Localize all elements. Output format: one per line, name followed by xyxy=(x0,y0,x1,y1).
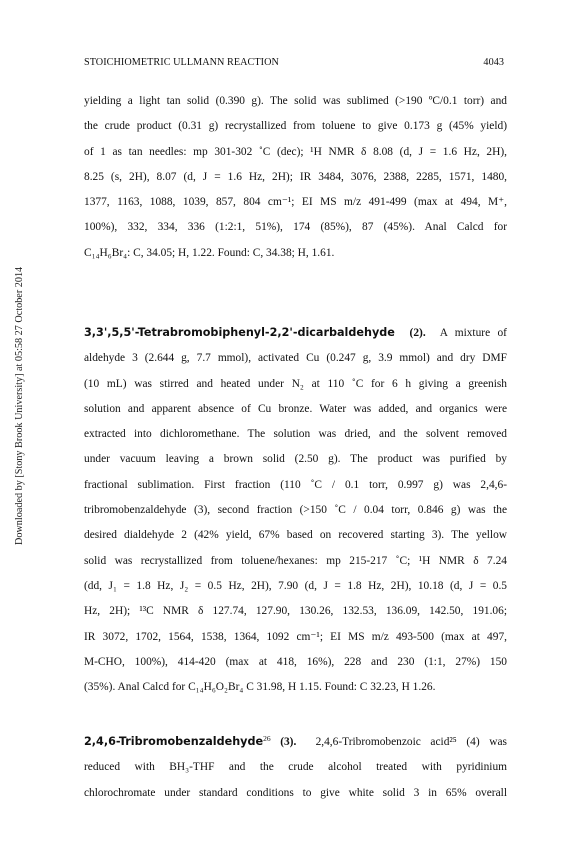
text-line: extracted into dichloromethane. The solution was dried, and the solvent removed xyxy=(84,428,507,441)
text-line: aldehyde 3 (2.644 g, 7.7 mmol), activated Cu (0.247 g, 3.9 mmol) and dry DMF xyxy=(84,352,507,365)
text-line: fractional sublimation. First fraction (110 ˚C / 0.1 torr, 0.997 g) was 2,4,6- xyxy=(84,478,507,491)
text-line: of 1 as tan needles: mp 301-302 ˚C (dec); ¹H NMR δ 8.08 (d, J = 1.6 Hz, 2H), xyxy=(84,145,507,158)
text-line: (35%). Anal Calcd for C₁₄H₆O₂Br₄ C 31.98, H 1.15. Found: C 32.23, H 1.26. xyxy=(84,681,436,694)
compound-number: (3). xyxy=(280,736,297,748)
text-line: IR 3072, 1702, 1564, 1538, 1364, 1092 cm⁻¹; EI MS m/z 493-500 (max at 497, xyxy=(84,630,507,643)
text-line: (10 mL) was stirred and heated under N₂ at 110 ˚C for 6 h giving a greenish xyxy=(84,377,507,390)
paragraph-text xyxy=(84,729,507,806)
text-line: yielding a light tan solid (0.390 g). The solid was sublimed (>190 ºC/0.1 torr) and xyxy=(84,95,507,107)
paragraph-text xyxy=(84,89,507,266)
text-fragment: 2,4,6-Tribromobenzoic acid²⁵ (4) was xyxy=(315,736,507,748)
paragraph-compound-1 xyxy=(84,89,507,266)
text-line: 1377, 1163, 1088, 1039, 857, 804 cm⁻¹; EI MS m/z 491-499 (max at 494, M⁺, xyxy=(84,196,507,209)
text-line: solid was recrystallized from toluene/hexanes: mp 215-217 ˚C; ¹H NMR δ 7.24 xyxy=(84,554,507,567)
text-line: (dd, J₁ = 1.8 Hz, J₂ = 0.5 Hz, 2H), 7.90 (d, J = 1.8 Hz, 2H), 10.18 (d, J = 0.5 xyxy=(84,579,507,592)
text-line: Hz, 2H); ¹³C NMR δ 127.74, 127.90, 130.26, 132.53, 136.09, 142.50, 191.06; xyxy=(84,605,507,618)
reference-superscript: 26 xyxy=(263,734,271,743)
text-line: desired dialdehyde 2 (42% yield, 67% based on recovered starting 3). The yellow xyxy=(84,529,507,542)
text-line: solution and apparent absence of Cu bronze. Water was added, and organics were xyxy=(84,402,507,415)
text-fragment: A mixture of xyxy=(439,327,507,339)
text-line: 100%), 332, 334, 336 (1:2:1, 51%), 174 (85%), 87 (45%). Anal Calcd for xyxy=(84,221,507,234)
text-line: M-CHO, 100%), 414-420 (max at 418, 16%), 228 and 230 (1:1, 27%) 150 xyxy=(84,655,507,668)
text-line xyxy=(84,320,507,346)
compound-number: (2). xyxy=(409,327,426,339)
text-line: the crude product (0.31 g) recrystallized from toluene to give 0.173 g (45% yield) xyxy=(84,120,507,133)
text-line: C₁₄H₆Br₄: C, 34.05; H, 1.22. Found: C, 34.38; H, 1.61. xyxy=(84,246,335,259)
running-header xyxy=(84,57,504,68)
paragraph-compound-3 xyxy=(84,729,507,806)
compound-heading: 2,4,6-Tribromobenzaldehyde xyxy=(84,735,264,748)
text-line: chlorochromate under standard conditions to give white solid 3 in 65% overall xyxy=(84,786,507,799)
text-line: under vacuum leaving a brown solid (2.50 g). The product was purified by xyxy=(84,453,507,466)
running-title: STOICHIOMETRIC ULLMANN REACTION xyxy=(84,57,279,68)
page-number: 4043 xyxy=(483,57,504,68)
download-watermark: Downloaded by [Stony Brook University] at 05:58 27 October 2014 xyxy=(14,266,25,545)
text-line: 8.25 (s, 2H), 8.07 (d, J = 1.6 Hz, 2H); IR 3484, 3076, 2388, 2285, 1571, 1480, xyxy=(84,170,507,183)
paragraph-compound-2 xyxy=(84,320,507,700)
text-line: tribromobenzaldehyde (3), second fraction (>150 ˚C / 0.04 torr, 0.846 g) was the xyxy=(84,504,507,517)
text-line xyxy=(84,729,507,755)
text-line: reduced with BH₃-THF and the crude alcohol treated with pyridinium xyxy=(84,761,507,774)
compound-heading: 3,3',5,5'-Tetrabromobiphenyl-2,2'-dicarbaldehyde xyxy=(84,326,395,339)
paragraph-text xyxy=(84,320,507,700)
